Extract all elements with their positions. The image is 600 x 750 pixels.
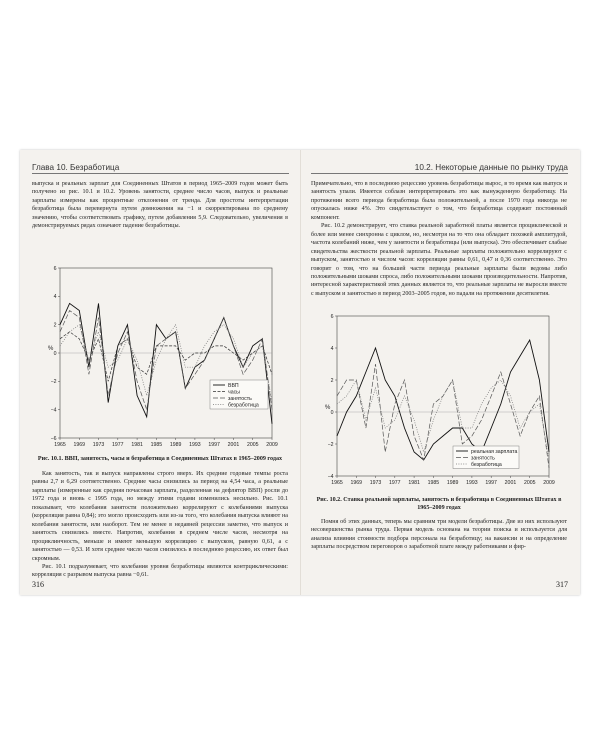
right-text-bottom — [311, 518, 567, 552]
x-tick-label: 1985 — [427, 480, 440, 486]
figure-10-2-chart — [315, 310, 559, 490]
running-head-left: Глава 10. Безработица — [32, 163, 289, 174]
x-tick-label: 1973 — [92, 442, 105, 448]
x-tick-label: 2001 — [227, 442, 240, 448]
chart-legend — [210, 380, 268, 409]
left-text-bottom — [32, 470, 288, 580]
y-tick-label: 2 — [330, 377, 334, 384]
right-page — [301, 150, 580, 595]
right-text-top — [311, 180, 567, 298]
running-head-right: 10.2. Некоторые данные по рынку труда — [311, 163, 568, 174]
y-tick-label: −4 — [50, 407, 57, 414]
series-line — [337, 340, 549, 460]
y-tick-label: 2 — [53, 322, 57, 329]
x-tick-label: 1969 — [350, 480, 363, 486]
y-tick-label: 0 — [330, 409, 334, 416]
x-tick-label: 1965 — [54, 442, 66, 448]
legend-label: ВВП — [228, 382, 239, 389]
y-axis-label: % — [48, 346, 54, 352]
left-paragraph-2: Как занятость, так и выпуск направлены строго вверх. Их средние годовые темпы роста равны 2,7 и 6,29 соответственно. Средние часы снизились за период на 4,54 часа, а реальные зарплаты (измеренные как средняя почасовая зарплата, разделенная на дефлятор ВВП) росли до 1972 года и вновь с 1995 года, но между этими годами изменились несильно. Рис. 10.1 показывает, что колебания занятости положительно коррелируют с колебаниями выпуска (корреляция равна 0,84); это могло происходить или из-за того, что колебания выпуска влияют на колебания занятости, или наоборот. Тем не менее в недавней рецессии заметно, что выпуск и занятость снизились вместе. Напротив, колебания в среднем числе часов, несмотря на проциклинчность, меньше и имеют меньшую корреляцию с выпуском, равную 0,61, а с занятостью — 0,53. И хотя среднее число часов снизилось в последнюю рецессию, их ответ был скромным. — [32, 471, 288, 562]
x-tick-label: 1989 — [446, 480, 459, 486]
figure-10-1 — [38, 262, 282, 462]
x-tick-label: 1969 — [73, 442, 86, 448]
y-tick-label: −2 — [50, 379, 57, 386]
x-tick-label: 2001 — [504, 480, 517, 486]
y-axis-label: % — [325, 405, 331, 411]
x-tick-label: 1981 — [131, 442, 143, 448]
left-paragraph-1: выпуска и реальных зарплат для Соединенных Штатов в период 1965–2009 годов может быть получено из рис. 10.1 и 10.2. Уровень занятости, среднее число часов, выпуск и реальные зарплаты измерены как процентные отклонения от тренда. Для простоты интерпретации безработица была перевернута путем домножения на −1 и скорректирована по среднему значению, чтобы соответствовать графику, путем добавления 5,9. Следовательно, увеличения в демонстрируемых рядах означают падение безработицы. — [32, 181, 288, 230]
figure-10-2-caption: Рис. 10.2. Ставка реальной зарплаты, занятость и безработица в Соединенных Штатах в 1965–2009 годах — [316, 497, 562, 511]
x-tick-label: 1985 — [150, 442, 163, 448]
legend-label: безработица — [228, 402, 259, 409]
legend-label: безработица — [471, 461, 502, 468]
book-spread — [20, 150, 580, 595]
page-number-right: 317 — [556, 580, 568, 589]
y-tick-label: −4 — [327, 473, 334, 480]
x-tick-label: 1981 — [408, 480, 420, 486]
x-tick-label: 2009 — [266, 442, 278, 448]
right-paragraph-2: Рис. 10.2 демонстрирует, что ставка реальной заработной платы является проциклической и более или менее синхронна с циклом, но, несмотря на то что она обладает похожей амплитудой, частота колебаний ниже, чем у занятости и безработицы (или выпуска). Это обеспечивает слабые свидетельства жесткости реальной зарплаты. Реальные зарплаты положительно коррелируют с выпуском, занятостью и числом часов: корреляции равны 0,61, 0,47 и 0,36 соответственно. Это говорит о том, что на большей части периода реальные зарплаты были ведомы либо положительными шоками спроса, либо положительными шоками производительности. Напротив, интересной характеристикой этих данных является то, что реальные зарплаты не выросли вместе с выпуском и занятостью в период 2003–2005 годов, но падали на протяжении десятилетия. — [311, 223, 567, 297]
chart-legend — [453, 446, 519, 469]
x-tick-label: 2009 — [543, 480, 555, 486]
y-tick-label: 6 — [53, 265, 57, 272]
x-tick-label: 2005 — [523, 480, 536, 486]
x-tick-label: 1973 — [369, 480, 382, 486]
figure-10-1-caption: Рис. 10.1. ВВП, занятость, часы и безработица в Соединенных Штатах в 1965–2009 годах — [37, 456, 283, 462]
legend-label: часы — [228, 389, 240, 396]
left-text-top — [32, 180, 288, 231]
x-tick-label: 1997 — [208, 442, 220, 448]
right-paragraph-1: Примечательно, что в последнюю рецессию уровень безработицы вырос, в то время как выпуск и занятость упали. Имеется соблазн интерпретировать это как вынужденную безработицу. На протяжении всего периода безработица была положительной, а после 1970 года никогда не опускалась ниже 4%. Это свидетельствует о том, что безработица содержит постоянный компонент. — [311, 181, 567, 221]
x-tick-label: 1965 — [331, 480, 343, 486]
x-tick-label: 1977 — [389, 480, 401, 486]
legend-label: занятость — [471, 455, 495, 462]
figure-10-1-chart — [38, 262, 282, 462]
y-tick-label: −6 — [50, 435, 57, 442]
page-number-left: 316 — [32, 580, 44, 589]
legend-label: занятость — [228, 395, 252, 402]
y-tick-label: −2 — [327, 441, 334, 448]
y-tick-label: 0 — [53, 350, 57, 357]
y-tick-label: 6 — [330, 313, 334, 320]
legend-label: реальная зарплата — [471, 448, 518, 455]
y-tick-label: 4 — [53, 294, 57, 301]
x-tick-label: 1997 — [485, 480, 497, 486]
y-tick-label: 4 — [330, 345, 334, 352]
left-page — [20, 150, 299, 595]
x-tick-label: 1993 — [189, 442, 201, 448]
right-paragraph-3: Помня об этих данных, теперь мы сравним три модели безработицы. Две из них используют несовершенства рынка труда. Первая модель основана на теории поиска и используется для анализа влияния стоимости подбора персонала на безработицу; на вакансии и на определение зарплаты посредством переговоров о заработной плате между работниками и фир- — [311, 519, 567, 551]
x-tick-label: 2005 — [246, 442, 259, 448]
left-paragraph-3: Рис. 10.1 подразумевает, что колебания уровня безработицы являются контрциклическими: корреляция с разрывом выпуска равна −0,61. — [32, 563, 288, 579]
figure-10-2 — [315, 310, 559, 490]
x-tick-label: 1977 — [112, 442, 124, 448]
x-tick-label: 1993 — [466, 480, 478, 486]
x-tick-label: 1989 — [169, 442, 182, 448]
